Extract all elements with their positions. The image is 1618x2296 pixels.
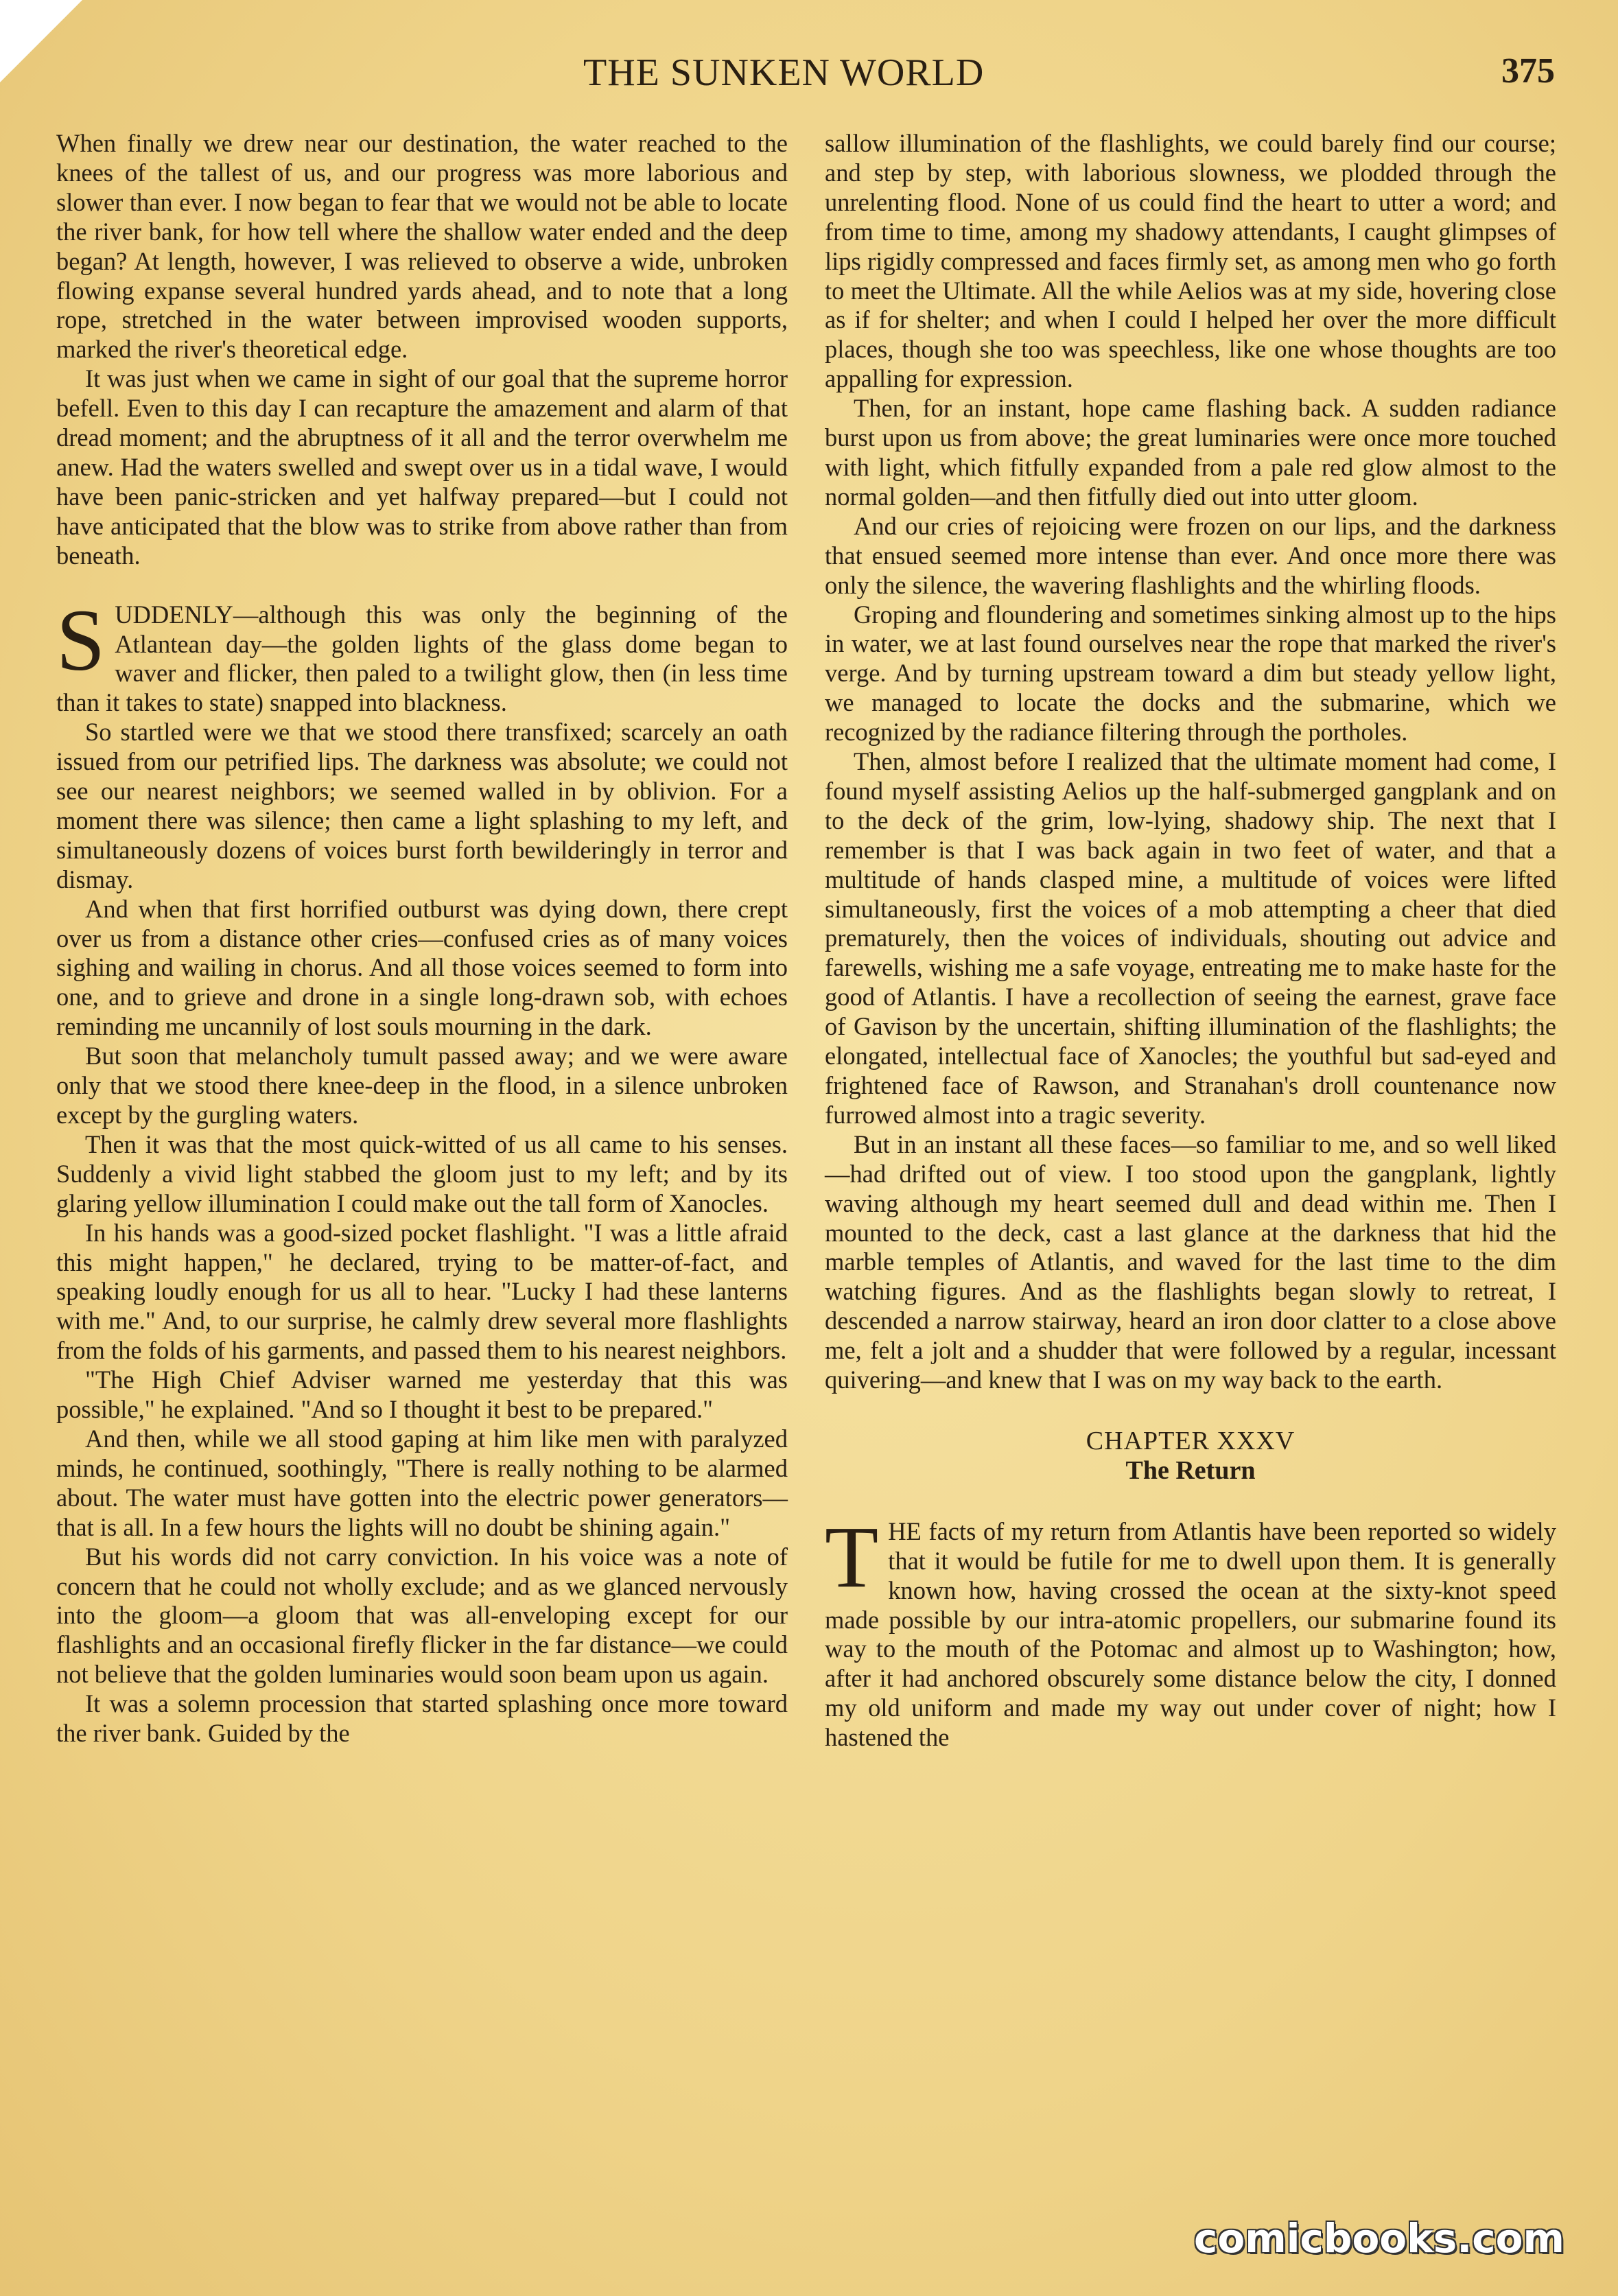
paragraph: Then it was that the most quick-witted of us all came to his senses. Suddenly a vivid light stabbed the gloom just to my left; and by its glaring yellow illumination I could make out the tall form of Xanocles. — [56, 1129, 788, 1217]
paragraph: It was a solemn procession that started splashing once more toward the river bank. Guided by the — [56, 1689, 788, 1748]
paragraph: It was just when we came in sight of our goal that the supreme horror befell. Even to this day I can recapture the amazement and alarm of that dread moment; and the abruptness of it all and the terror overwhelm me anew. Had the waters swelled and swept over us in a tidal wave, I would have been panic-stricken and yet halfway prepared—but I could not have anticipated that the blow was to strike from above rather than from beneath. — [56, 364, 788, 570]
paragraph-text: UDDENLY—although this was only the beginning of the Atlantean day—the golden lights of the glass dome began to waver and flicker, then paled to a twilight glow, then (in less time than it takes to state) snapped into blackness. — [56, 600, 788, 717]
paragraph-text: HE facts of my return from Atlantis have been reported so widely that it would be futile for me to dwell upon them. It is generally known how, having crossed the ocean at the sixty-knot speed made possible by our intra-atomic propellers, our submarine found its way to the mouth of the Potomac and almost up to Washington; how, after it had anchored obscurely some distance below the city, I donned my old uniform and made my way out under cover of night; how I hastened the — [825, 1516, 1556, 1752]
section-break — [56, 571, 788, 600]
paragraph: In his hands was a good-sized pocket flashlight. "I was a little afraid this might happen," he declared, trying to be matter-of-fact, and speaking loudly enough for us all to hear. "Lucky I had these lanterns with me." And, to our surprise, he calmly drew several more flashlights from the folds of his garments, and passed them to his nearest neighbors. — [56, 1218, 788, 1365]
chapter-heading: CHAPTER XXXV — [1086, 1426, 1295, 1455]
chapter-subtitle: The Return — [1125, 1455, 1256, 1485]
right-column — [825, 129, 1556, 1753]
paragraph: But his words did not carry conviction. In his voice was a note of concern that he could not wholly exclude; and as we glanced nervously into the gloom—a gloom that was all-enveloping except for our flashlights and an occasional firefly flicker in the far distance—we could not believe that the golden luminaries would soon beam upon us again. — [56, 1542, 788, 1689]
paragraph: When finally we drew near our destination, the water reached to the knees of the tallest of us, and our progress was more laborious and slower than ever. I now began to fear that we would not be able to locate the river bank, for how tell where the shallow water ended and the deep began? At length, however, I was relieved to observe a wide, unbroken flowing expanse several hundred yards ahead, and to note that a long rope, stretched in the water between improvised wooden supports, marked the river's theoretical edge. — [56, 129, 788, 364]
paragraph: And when that first horrified outburst was dying down, there crept over us from a distance other cries—confused cries as of many voices sighing and wailing in chorus. And all those voices seemed to form into one, and to grieve and drone in a single long-drawn sob, with echoes reminding me uncannily of lost souls mourning in the dark. — [56, 894, 788, 1041]
paragraph: Then, for an instant, hope came flashing back. A sudden radiance burst upon us from above; the great luminaries were once more touched with light, which fitfully expanded from a pale red glow almost to the normal golden—and then fitfully died out into utter gloom. — [825, 394, 1556, 511]
drop-cap: S — [56, 591, 106, 689]
paragraph: And our cries of rejoicing were frozen on our lips, and the darkness that ensued seemed more intense than ever. And once more there was only the silence, the wavering flashlights and the whirling floods. — [825, 511, 1556, 599]
paragraph: So startled were we that we stood there transfixed; scarcely an oath issued from our petrified lips. The darkness was absolute; we could not see our nearest neighbors; we seemed walled in by oblivion. For a moment there was silence; then came a light splashing to my left, and simultaneously dozens of voices burst forth bewilderingly in terror and dismay. — [56, 718, 788, 893]
paragraph: But soon that melancholy tumult passed away; and we were aware only that we stood there knee-deep in the flood, in a silence unbroken except by the gurgling waters. — [56, 1042, 788, 1129]
paragraph: Then, almost before I realized that the ultimate moment had come, I found myself assisting Aelios up the half-submerged gangplank and on to the deck of the grim, low-lying, shadowy ship. The next that I remember is that I was back again in two feet of water, and that a multitude of hands clasped mine, a multitude of voices were lifted simultaneously, first the voices of a mob attempting a cheer that died prematurely, then the voices of individuals, shouting out advice and farewells, wishing me a safe voyage, entreating me to make haste for the good of Atlantis. I have a recollection of seeing the earnest, grave face of Gavison by the uncertain, shifting illumination of the flashlights; the elongated, intellectual face of Xanocles; the youthful but sad-eyed and frightened face of Rawson, and Stranahan's droll countenance now furrowed almost into a tragic severity. — [825, 747, 1556, 1129]
drop-cap: T — [825, 1508, 879, 1606]
paragraph: Groping and floundering and sometimes sinking almost up to the hips in water, we at last found ourselves near the rope that marked the river's verge. And by turning upstream toward a dim but steady yellow light, we managed to locate the docks and the submarine, which we recognized by the radiance filtering through the portholes. — [825, 600, 1556, 747]
site-watermark: comicbooks.com — [1194, 2215, 1564, 2262]
left-column — [56, 129, 788, 1748]
paragraph: "The High Chief Adviser warned me yesterday that this was possible," he explained. "And so I thought it best to be prepared." — [56, 1366, 788, 1424]
page-number: 375 — [1501, 51, 1555, 91]
paragraph-with-dropcap — [825, 1508, 1556, 1753]
paragraph: sallow illumination of the flashlights, we could barely find our course; and step by step, with laborious slowness, we plodded through the unrelenting flood. None of us could find the heart to utter a word; and from time to time, among my shadowy attendants, I caught glimpses of lips rigidly compressed and faces firmly set, as among men who go forth to meet the Ultimate. All the while Aelios was at my side, hovering close as if for shelter; and when I could I helped her over the more difficult places, though she too was speechless, like one whose thoughts are too appalling for expression. — [825, 129, 1556, 393]
paragraph: And then, while we all stood gaping at him like men with paralyzed minds, he continued, soothingly, "There is really nothing to be alarmed about. The water must have gotten into the electric power generators—that is all. In a few hours the lights will no doubt be shining again." — [56, 1424, 788, 1541]
running-head: THE SUNKEN WORLD — [583, 51, 985, 94]
paragraph-with-dropcap — [56, 591, 788, 718]
paragraph: But in an instant all these faces—so familiar to me, and so well liked—had drifted out of view. I too stood upon the gangplank, lightly waving although my heart seemed dull and dead within me. Then I mounted to the deck, cast a last glance at the darkness that hid the marble temples of Atlantis, and waved for the last time to the dim watching figures. And as the flashlights began slowly to retreat, I descended a narrow stairway, heard an iron door clatter to a close above me, felt a jolt and a shudder that were followed by a regular, incessant quivering—and knew that I was on my way back to the earth. — [825, 1129, 1556, 1394]
page-corner — [0, 0, 82, 82]
